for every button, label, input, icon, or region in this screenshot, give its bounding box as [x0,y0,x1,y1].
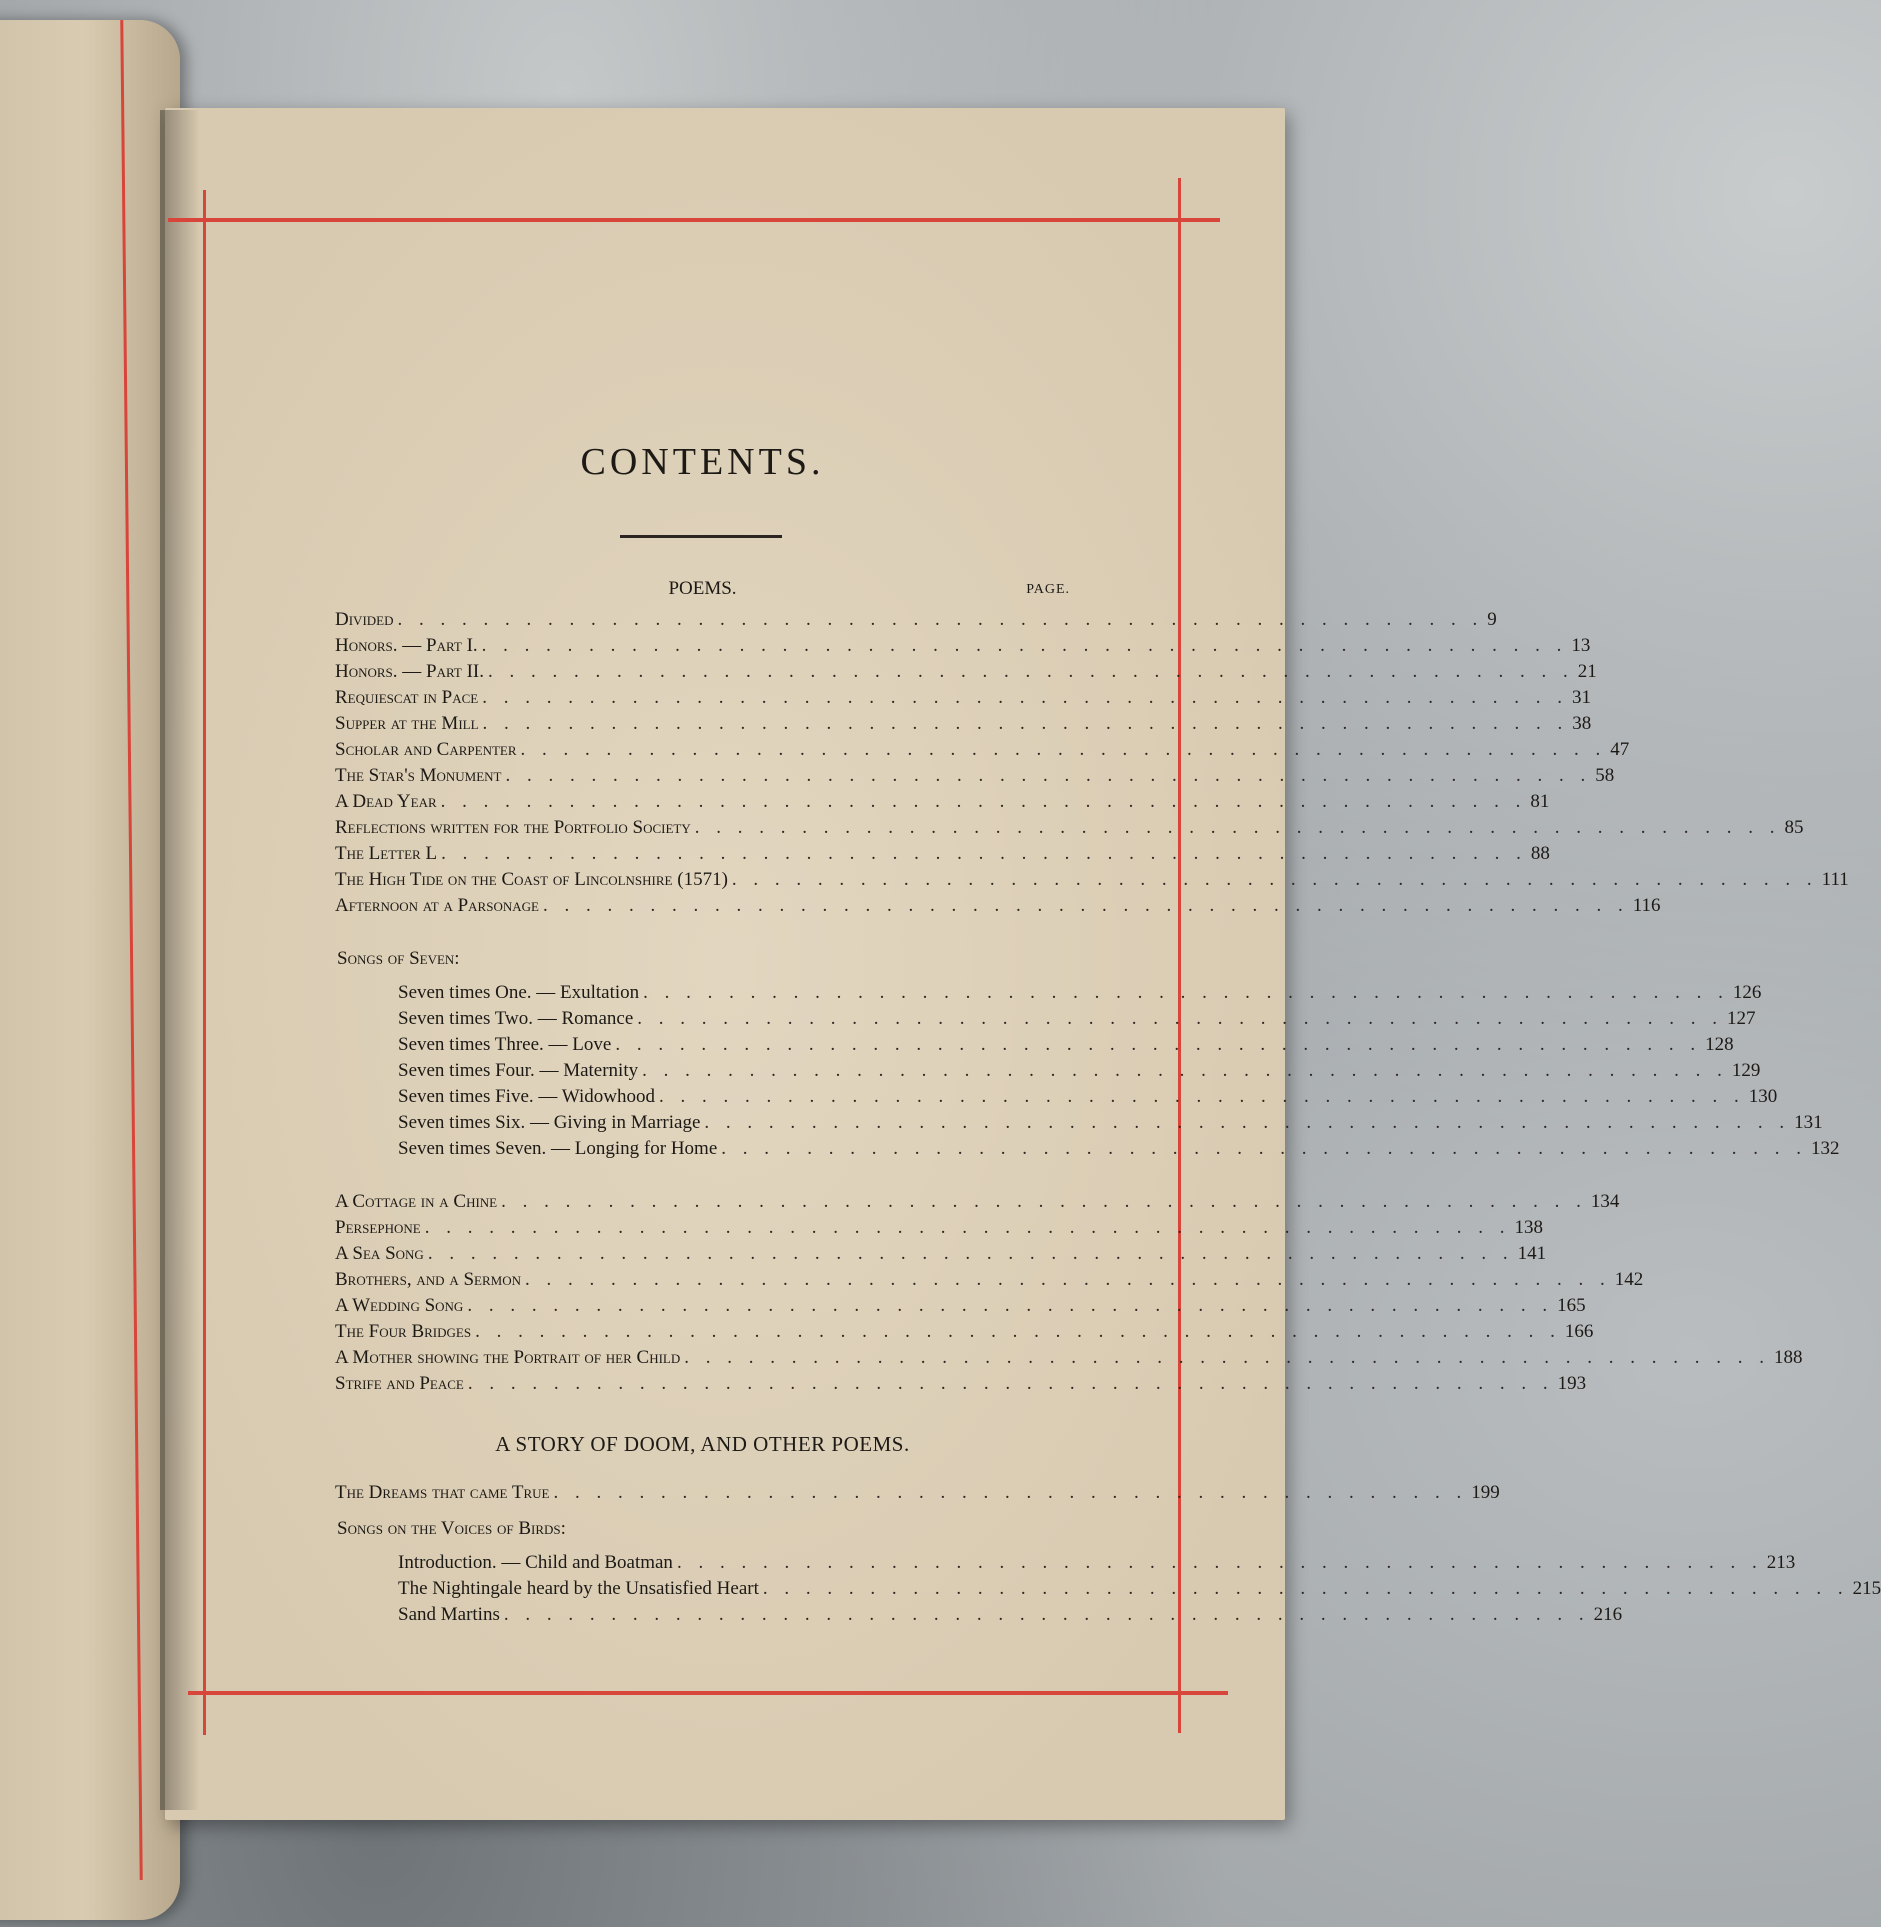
entry-title: The High Tide on the Coast of Lincolnshire (1571) [335,869,728,890]
entry-page-number: 188 [1774,1347,1803,1368]
entry-title: Brothers, and a Sermon [335,1269,521,1290]
entry-page-number: 141 [1517,1243,1547,1264]
leader-dots: . . . . . . . . . . . . . . . . . . . . . . . . . . . . . . . . . . . . . . . . . . . . . . . . . . . [642,1060,1728,1081]
leader-dots: . . . . . . . . . . . . . . . . . . . . . . . . . . . . . . . . . . . . . . . . . . . . . . . . . . . [440,791,1527,812]
entry-page-number: 165 [1557,1295,1586,1316]
leader-dots: . . . . . . . . . . . . . . . . . . . . . . . . . . . . . . . . . . . . . . . . . . . . . . . . . . . [731,869,1818,890]
leader-dots: . . . . . . . . . . . . . . . . . . . . . . . . . . . . . . . . . . . . . . . . . . . . . . . . . . . [424,1217,1511,1238]
leader-dots: . . . . . . . . . . . . . . . . . . . . . . . . . . . . . . . . . . . . . . . . . . . . . . . . . . . [542,895,1629,916]
leader-dots: . . . . . . . . . . . . . . . . . . . . . . . . . . . . . . . . . . . . . . . . . . . . . . . . . . . [482,713,1569,734]
entry-page-number: 134 [1590,1191,1620,1212]
entry-page-number: 126 [1732,982,1762,1003]
toc-entry [335,841,1550,867]
entry-title: Honors. — Part II. [335,661,484,682]
leader-dots: . . . . . . . . . . . . . . . . . . . . . . . . . . . . . . . . . . . . . . . . . . . . . . . . . . . [676,1552,1763,1573]
entry-title: Supper at the Mill [335,713,479,734]
toc-entry [398,1602,1623,1628]
entry-title: A Sea Song [335,1243,424,1264]
title-divider [620,535,782,538]
entry-title: Seven times Three. — Love [398,1034,612,1055]
story-heading: A STORY OF DOOM, AND OTHER POEMS. [495,1432,910,1456]
toc-entry [398,1084,1778,1110]
entry-page-number: 116 [1632,895,1661,916]
toc-entry [335,815,1804,841]
toc-entry [398,1110,1823,1136]
gutter-shadow [160,110,200,1810]
toc-entry [398,980,1762,1006]
leader-dots: . . . . . . . . . . . . . . . . . . . . . . . . . . . . . . . . . . . . . . . . . . . . . . . . . . . [467,1373,1554,1394]
toc-entry [335,685,1591,711]
birds-label: Songs on the Voices of Birds: [337,1518,566,1539]
toc-entry [335,737,1630,763]
toc-entry [335,867,1849,893]
leader-dots: . . . . . . . . . . . . . . . . . . . . . . . . . . . . . . . . . . . . . . . . . . . . . . . . . . . [643,982,1729,1003]
entry-page-number: 31 [1571,687,1591,708]
leader-dots: . . . . . . . . . . . . . . . . . . . . . . . . . . . . . . . . . . . . . . . . . . . . . . . . . . . [427,1243,1514,1264]
entry-page-number: 131 [1794,1112,1823,1133]
toc-entry [335,1215,1543,1241]
leader-dots: . . . . . . . . . . . . . . . . . . . . . . . . . . . . . . . . . . . . . . . . . . . . . . . . . . . [524,1269,1611,1290]
leader-dots: . . . . . . . . . . . . . . . . . . . . . . . . . . . . . . . . . . . . . . . . . . . . . . . . . . . [501,1191,1587,1212]
entry-page-number: 142 [1614,1269,1644,1290]
entry-page-number: 47 [1610,739,1630,760]
entry-title: A Mother showing the Portrait of her Child [335,1347,681,1368]
poems-heading: POEMS. [668,578,737,599]
toc-entry [335,1267,1644,1293]
entry-title: A Dead Year [335,791,437,812]
leader-dots: . . . . . . . . . . . . . . . . . . . . . . . . . . . . . . . . . . . . . . . . . . . . . . . . . . . [615,1034,1702,1055]
entry-page-number: 38 [1572,713,1592,734]
toc-entry [335,659,1597,685]
toc-entry [398,1006,1756,1032]
toc-entry [398,1550,1796,1576]
entry-page-number: 127 [1727,1008,1756,1029]
toc-entry [335,607,1497,633]
leader-dots: . . . . . . . . . . . . . . . . . . . . . . . . . . . . . . . . . . . . . . . . . . . . . . . . . . . [475,1321,1561,1342]
entry-page-number: 85 [1784,817,1804,838]
toc-entry [335,1345,1803,1371]
toc-entry [398,1032,1734,1058]
toc-entry [335,1293,1586,1319]
leader-dots: . . . . . . . . . . . . . . . . . . . . . . . . . . . . . . . . . . . . . . . . . . . . . . . . . . . [503,1604,1590,1625]
leader-dots: . . . . . . . . . . . . . . . . . . . . . . . . . . . . . . . . . . . . . . . . . . . . . . . . . . . [397,609,1484,630]
bottom-border-rule [188,1691,1228,1695]
poems-header [335,578,1070,608]
entry-title: Honors. — Part I. [335,635,478,656]
entry-page-number: 81 [1530,791,1550,812]
leader-dots: . . . . . . . . . . . . . . . . . . . . . . . . . . . . . . . . . . . . . . . . . . . . . . . . . . . [637,1008,1724,1029]
toc-entry [335,789,1550,815]
entry-page-number: 9 [1487,609,1497,630]
leader-dots: . . . . . . . . . . . . . . . . . . . . . . . . . . . . . . . . . . . . . . . . . . . . . . . . . . . [482,687,1568,708]
entry-page-number: 111 [1821,869,1849,890]
leader-dots: . . . . . . . . . . . . . . . . . . . . . . . . . . . . . . . . . . . . . . . . . . . . . . . . . . . [762,1578,1849,1599]
entry-page-number: 132 [1811,1138,1840,1159]
left-border-rule [203,190,206,1735]
toc-entry [335,1371,1587,1397]
entry-page-number: 130 [1748,1086,1778,1107]
leader-dots: . . . . . . . . . . . . . . . . . . . . . . . . . . . . . . . . . . . . . . . . . . . . . . . . . . . [520,739,1607,760]
leader-dots: . . . . . . . . . . . . . . . . . . . . . . . . . . . . . . . . . . . . . . . . . . . . . . . . . . . [467,1295,1554,1316]
toc-entry [335,1319,1594,1345]
toc-entry [398,1576,1881,1602]
entry-page-number: 138 [1514,1217,1543,1238]
entry-title: Seven times Four. — Maternity [398,1060,639,1081]
leader-dots: . . . . . . . . . . . . . . . . . . . . . . . . . . . . . . . . . . . . . . . . . . . . . . . . . . . [684,1347,1771,1368]
leader-dots: . . . . . . . . . . . . . . . . . . . . . . . . . . . . . . . . . . . . . . . . . . . . . . . . . . . [658,1086,1745,1107]
songs-of-seven-label: Songs of Seven: [337,948,460,969]
entry-title: Seven times Five. — Widowhood [398,1086,655,1107]
entry-title: Seven times One. — Exultation [398,982,640,1003]
entry-page-number: 13 [1571,635,1591,656]
entry-title: Seven times Six. — Giving in Marriage [398,1112,701,1133]
entry-title: Reflections written for the Portfolio Society [335,817,691,838]
entry-title: Scholar and Carpenter [335,739,517,760]
entry-page-number: 193 [1557,1373,1587,1394]
entry-page-number: 128 [1705,1034,1734,1055]
entry-title: A Wedding Song [335,1295,464,1316]
entry-page-number: 213 [1766,1552,1796,1573]
leader-dots: . . . . . . . . . . . . . . . . . . . . . . . . . . . . . . . . . . . . . . . . . . . . . . . . . . . [694,817,1781,838]
entry-title: The Four Bridges [335,1321,472,1342]
leader-dots: . . . . . . . . . . . . . . . . . . . . . . . . . . . . . . . . . . . . . . . . . . . . . . . . . . . [721,1138,1808,1159]
top-border-rule [168,218,1220,222]
entry-title: Divided [335,609,394,630]
entry-title: Introduction. — Child and Boatman [398,1552,673,1573]
page-title: CONTENTS. [580,441,825,483]
page-column-heading: PAGE. [1026,582,1070,597]
entry-title: The Letter L [335,843,438,864]
toc-entry [335,763,1615,789]
entry-page-number: 88 [1530,843,1550,864]
entry-page-number: 199 [1471,1482,1500,1503]
entry-page-number: 166 [1564,1321,1594,1342]
toc-entry [335,633,1591,659]
left-page [0,20,180,1920]
toc-entry [335,1241,1547,1267]
entry-title: Strife and Peace [335,1373,464,1394]
entry-title: The Star's Monument [335,765,502,786]
leader-dots: . . . . . . . . . . . . . . . . . . . . . . . . . . . . . . . . . . . . . . . . . . . . . . . . . . . [441,843,1527,864]
toc-entry [398,1136,1840,1162]
leader-dots: . . . . . . . . . . . . . . . . . . . . . . . . . . . . . . . . . . . . . . . . . . . . . . . . . . . [704,1112,1791,1133]
entry-title: Seven times Seven. — Longing for Home [398,1138,718,1159]
toc-entry [398,1058,1761,1084]
leader-dots: . . . . . . . . . . . . . . . . . . . . . . . . . . . . . . . . . . . . . . . . . . . . . . . . . . . [505,765,1592,786]
entry-title: A Cottage in a Chine [335,1191,498,1212]
entry-page-number: 215 [1852,1578,1881,1599]
entry-page-number: 216 [1593,1604,1623,1625]
entry-title: Seven times Two. — Romance [398,1008,634,1029]
left-page-rule [120,20,142,1880]
leader-dots: . . . . . . . . . . . . . . . . . . . . . . . . . . . . . . . . . . . . . . . . . . . . . . . . . . . [487,661,1574,682]
leader-dots: . . . . . . . . . . . . . . . . . . . . . . . . . . . . . . . . . . . . . . . . . . . [553,1482,1468,1503]
entry-title: Afternoon at a Parsonage [335,895,539,916]
toc-entry [335,893,1661,919]
toc-entry [335,711,1592,737]
toc-entry [335,1480,1500,1506]
entry-title: The Nightingale heard by the Unsatisfied Heart [398,1578,759,1599]
entry-page-number: 58 [1595,765,1615,786]
entry-page-number: 129 [1731,1060,1761,1081]
entry-page-number: 21 [1577,661,1597,682]
toc-entry [335,1189,1620,1215]
entry-title: Persephone [335,1217,421,1238]
entry-title: The Dreams that came True [335,1482,550,1503]
entry-title: Sand Martins [398,1604,500,1625]
leader-dots: . . . . . . . . . . . . . . . . . . . . . . . . . . . . . . . . . . . . . . . . . . . . . . . . . . . [481,635,1568,656]
entry-title: Requiescat in Pace [335,687,479,708]
